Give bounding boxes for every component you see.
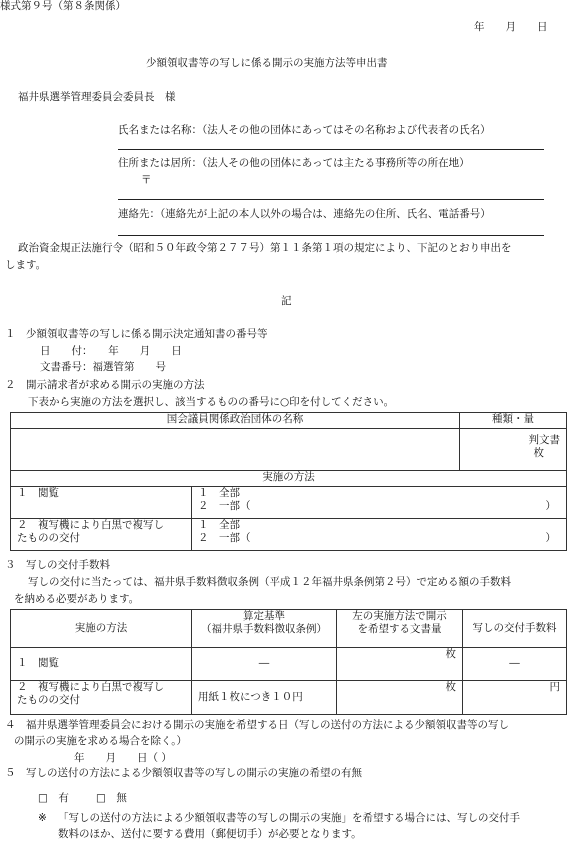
- method-row-copy[interactable]: [11, 519, 192, 551]
- intro-line1: 政治資金規正法施行令（昭和５０年政令第２７７号）第１１条第１項の規定により、下記のとおり申出を: [18, 242, 512, 254]
- fee-row-copy-fee-unit: 円: [549, 681, 560, 693]
- fee-row-view-basis: ―: [192, 648, 337, 681]
- address-underline: [118, 199, 544, 200]
- name-underline: [118, 149, 544, 150]
- contact-label: 連絡先：（連絡先が上記の本人以外の場合は、連絡先の住所、氏名、電話番号）: [118, 208, 491, 220]
- fee-row-copy-qty-unit: 枚: [445, 681, 456, 693]
- th-fee: 写しの交付手数料: [463, 610, 567, 648]
- opt-all-copy[interactable]: １ 全部: [198, 519, 240, 531]
- fee-row-view-qty[interactable]: [337, 648, 463, 681]
- section5-heading: ５ 写しの送付の方法による少額領収書等の写しの開示の実施の希望の有無: [5, 767, 362, 779]
- th-method: 実施の方法: [11, 610, 192, 648]
- opt-part-view-close: ）: [545, 500, 556, 513]
- form-label: 様式第９号（第８条関係）: [0, 0, 126, 12]
- method-row-view[interactable]: [11, 487, 192, 519]
- ki-mark: 記: [281, 295, 292, 307]
- section1-doc-line: 文書番号：福選管第 号: [40, 361, 166, 373]
- cell-group-name[interactable]: [11, 429, 460, 471]
- note-line2: 数料のほか、送付に要する費用（郵便切手）が必要となります。: [58, 828, 362, 840]
- method-row-view-options[interactable]: [192, 487, 567, 519]
- th-qty-line1: 左の実施方法で開示: [352, 610, 447, 622]
- postal-mark: 〒: [141, 174, 152, 186]
- th-qty-line2: を希望する文書量: [357, 623, 442, 636]
- method-row-copy-label2: たものの交付: [17, 532, 80, 545]
- note-mark: ※: [38, 812, 47, 824]
- section4-heading1: ４ 福井県選挙管理委員会における開示の実施を希望する日（写しの送付の方法による少額領収書等の写し: [5, 719, 509, 731]
- section2-heading: ２ 開示請求者が求める開示の実施の方法: [5, 379, 205, 391]
- fee-row-copy-method1: ２ 複写機により白黒で複写し: [17, 681, 164, 693]
- checkbox-yes[interactable]: □ 有: [38, 792, 69, 804]
- method-row-copy-label1: ２ 複写機により白黒で複写し: [17, 519, 164, 531]
- fee-row-copy-basis: 用紙１枚につき１０円: [192, 681, 337, 715]
- page-title: 少額領収書等の写しに係る開示の実施方法等申出書: [146, 57, 388, 69]
- opt-part-copy-row[interactable]: [198, 532, 560, 545]
- type-value2: 枚: [533, 447, 544, 460]
- section2-instruction: 下表から実施の方法を選択し、該当するものの番号に○印を付してください。: [28, 396, 395, 408]
- fee-row-view-fee: ―: [463, 648, 567, 681]
- opt-part-view: ２ 一部（: [198, 500, 251, 513]
- th-basis: [192, 610, 337, 648]
- section3-body2: を納める必要があります。: [14, 593, 140, 605]
- section4-heading2: の開示の実施を求める場合を除く。）: [14, 735, 188, 747]
- addressee: 福井県選挙管理委員会委員長 様: [18, 91, 176, 103]
- type-value1: 判文書: [528, 434, 560, 446]
- fee-table: [10, 609, 567, 715]
- method-row-view-label: １ 閲覧: [17, 487, 59, 499]
- th-basis-line1: 算定基準: [243, 610, 285, 622]
- intro-line2: します。: [5, 259, 47, 271]
- date-header: 年 月 日: [474, 21, 548, 33]
- note-line1: 「写しの送付の方法による少額領収書等の写しの開示の実施」を希望する場合には、写しの交付手: [58, 812, 520, 824]
- col-header-name: 国会議員関係政治団体の名称: [11, 413, 460, 429]
- cell-type-qty[interactable]: [460, 429, 567, 471]
- fee-row-copy-qty[interactable]: [337, 681, 463, 715]
- fee-row-view-method: １ 閲覧: [11, 648, 192, 681]
- method-table: [10, 412, 567, 551]
- opt-all-view[interactable]: １ 全部: [198, 487, 240, 499]
- opt-part-view-row[interactable]: [198, 500, 560, 513]
- section4-date-line: 年 月 日（ ）: [74, 752, 172, 764]
- contact-underline: [118, 235, 544, 236]
- section3-body1: 写しの交付に当たっては、福井県手数料徴収条例（平成１２年福井県条例第２号）で定める額の手数料: [28, 576, 511, 588]
- method-header: 実施の方法: [11, 471, 567, 487]
- fee-row-copy-method2: たものの交付: [17, 694, 80, 707]
- section1-date-line: 日 付： 年 月 日: [40, 345, 182, 357]
- opt-part-copy: ２ 一部（: [198, 532, 251, 545]
- address-label: 住所または居所：（法人その他の団体にあっては主たる事務所等の所在地）: [118, 157, 470, 169]
- name-label: 氏名または名称：（法人その他の団体にあってはその名称および代表者の氏名）: [118, 124, 491, 136]
- col-header-type: 種類・量: [460, 413, 567, 429]
- th-qty: [337, 610, 463, 648]
- opt-part-copy-close: ）: [545, 532, 556, 545]
- fee-row-view-qty-unit: 枚: [445, 648, 456, 660]
- method-row-copy-options[interactable]: [192, 519, 567, 551]
- section1-heading: １ 少額領収書等の写しに係る開示決定通知書の番号等: [5, 328, 268, 340]
- checkbox-no[interactable]: □ 無: [96, 792, 127, 804]
- th-basis-line2: （福井県手数料徴収条例）: [201, 623, 327, 636]
- fee-row-copy-fee[interactable]: [463, 681, 567, 715]
- section3-heading: ３ 写しの交付手数料: [5, 559, 110, 571]
- fee-row-copy-method: [11, 681, 192, 715]
